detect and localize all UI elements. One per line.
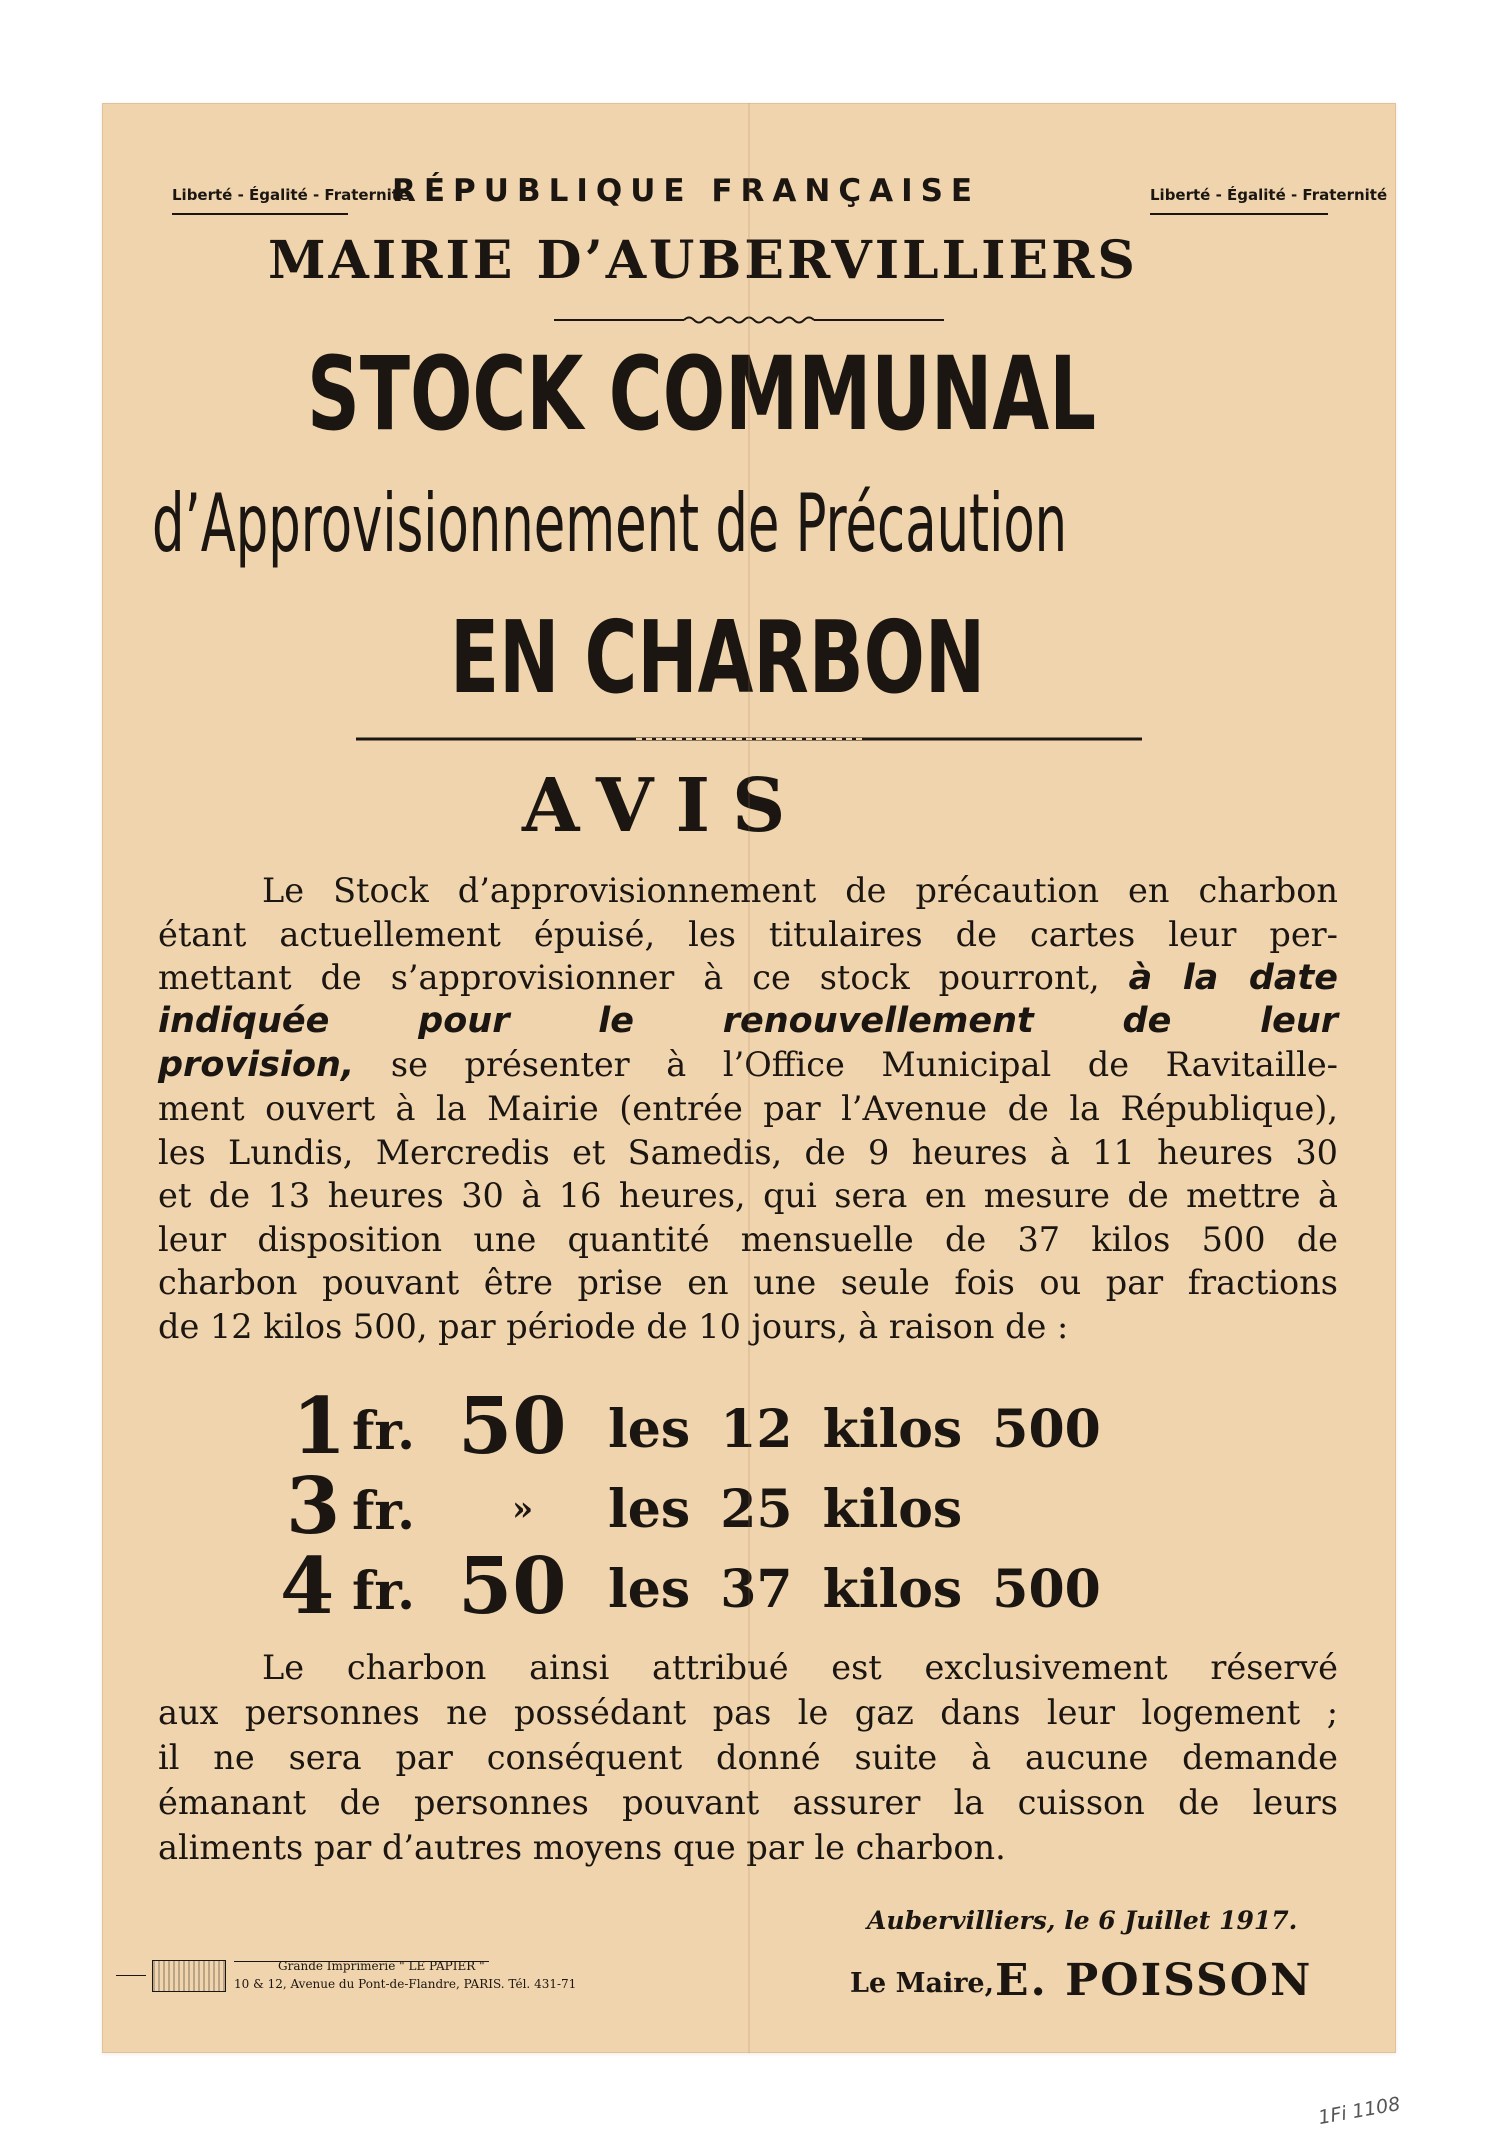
republic-heading: RÉPUBLIQUE FRANÇAISE — [392, 173, 981, 209]
header-rule-right — [1150, 213, 1328, 215]
title-divider — [356, 733, 1142, 745]
maire-name: E. POISSON — [995, 1955, 1313, 2006]
notice-emphasis: à la date — [1128, 958, 1338, 999]
archive-annotation: 1Fi 1108 — [1316, 2092, 1402, 2130]
notice-paragraph — [158, 869, 1338, 1349]
price-row — [280, 1541, 334, 1632]
notice-emphasis-line: indiquée pour le renouvellement de leur — [158, 1000, 1338, 1041]
notice-line: de 12 kilos 500, par période de 10 jours, à raison de : — [158, 1306, 1069, 1346]
closing-line: émanant de personnes pouvant assurer la cuisson de leurs — [158, 1783, 1338, 1822]
ornament-wave — [554, 313, 944, 327]
price-francs: 1 — [292, 1381, 347, 1472]
place-date: Aubervilliers, le 6 Juillet 1917. — [867, 1906, 1298, 1935]
printer-address: 10 & 12, Avenue du Pont-de-Flandre, PARIS. Tél. 431-71 — [234, 1977, 577, 1991]
price-cents: 50 — [458, 1381, 567, 1472]
notice-line: ment ouvert à la Mairie (entrée par l’Avenue de la République), — [158, 1088, 1338, 1128]
price-francs: 4 — [280, 1541, 335, 1632]
price-cents: 50 — [458, 1541, 567, 1632]
notice-line: les Lundis, Mercredis et Samedis, de 9 heures à 11 heures 30 — [158, 1132, 1338, 1172]
price-unit: fr. — [352, 1481, 416, 1542]
printer-name: Grande Imprimerie " LE PAPIER " — [278, 1959, 485, 1973]
notice-line: charbon pouvant être prise en une seule fois ou par fractions — [158, 1263, 1338, 1303]
closing-paragraph — [158, 1645, 1338, 1870]
motto-right: Liberté - Égalité - Fraternité — [1150, 186, 1388, 204]
price-quantity: les 25 kilos — [608, 1479, 963, 1540]
closing-line: il ne sera par conséquent donné suite à aucune demande — [158, 1738, 1338, 1777]
motto-left: Liberté - Égalité - Fraternité — [172, 186, 410, 204]
title-en-charbon: EN CHARBON — [450, 599, 986, 716]
price-unit: fr. — [352, 1401, 416, 1462]
header-rule-left — [172, 213, 348, 215]
notice-text: se présenter à l’Office Municipal de Ravitaille- — [390, 1045, 1338, 1085]
price-cents-ditto: » — [512, 1489, 534, 1529]
mairie-heading: MAIRIE D’AUBERVILLIERS — [268, 230, 1138, 291]
price-quantity: les 12 kilos 500 — [608, 1399, 1101, 1460]
notice-text: mettant de s’approvisionner à ce stock pourront, — [158, 958, 1100, 998]
price-unit: fr. — [352, 1561, 416, 1622]
avis-heading: AVIS — [522, 763, 808, 849]
printer-rule — [116, 1975, 146, 1976]
price-francs: 3 — [286, 1461, 341, 1552]
maire-label: Le Maire, — [850, 1968, 995, 1999]
closing-line: aliments par d’autres moyens que par le charbon. — [158, 1828, 1006, 1867]
price-quantity: les 37 kilos 500 — [608, 1559, 1101, 1620]
notice-line: et de 13 heures 30 à 16 heures, qui sera en mesure de mettre à — [158, 1176, 1338, 1216]
notice-line — [158, 956, 1338, 1000]
notice-line: Le Stock d’approvisionnement de précaution en charbon — [262, 871, 1338, 910]
notice-line — [158, 1043, 1338, 1087]
printer-stamp-icon — [152, 1960, 226, 1992]
notice-line: leur disposition une quantité mensuelle de 37 kilos 500 de — [158, 1219, 1338, 1259]
title-approvisionnement: d’Approvisionnement de Précaution — [152, 477, 1068, 570]
price-row — [286, 1461, 340, 1552]
notice-emphasis: provision, — [158, 1045, 355, 1086]
title-stock-communal: STOCK COMMUNAL — [307, 335, 1097, 454]
closing-line: Le charbon ainsi attribué est exclusivement réservé — [262, 1648, 1338, 1687]
notice-line: étant actuellement épuisé, les titulaires de cartes leur per- — [158, 914, 1338, 954]
poster-sheet — [102, 103, 1396, 2053]
price-row — [292, 1381, 346, 1472]
closing-line: aux personnes ne possédant pas le gaz dans leur logement ; — [158, 1693, 1338, 1732]
